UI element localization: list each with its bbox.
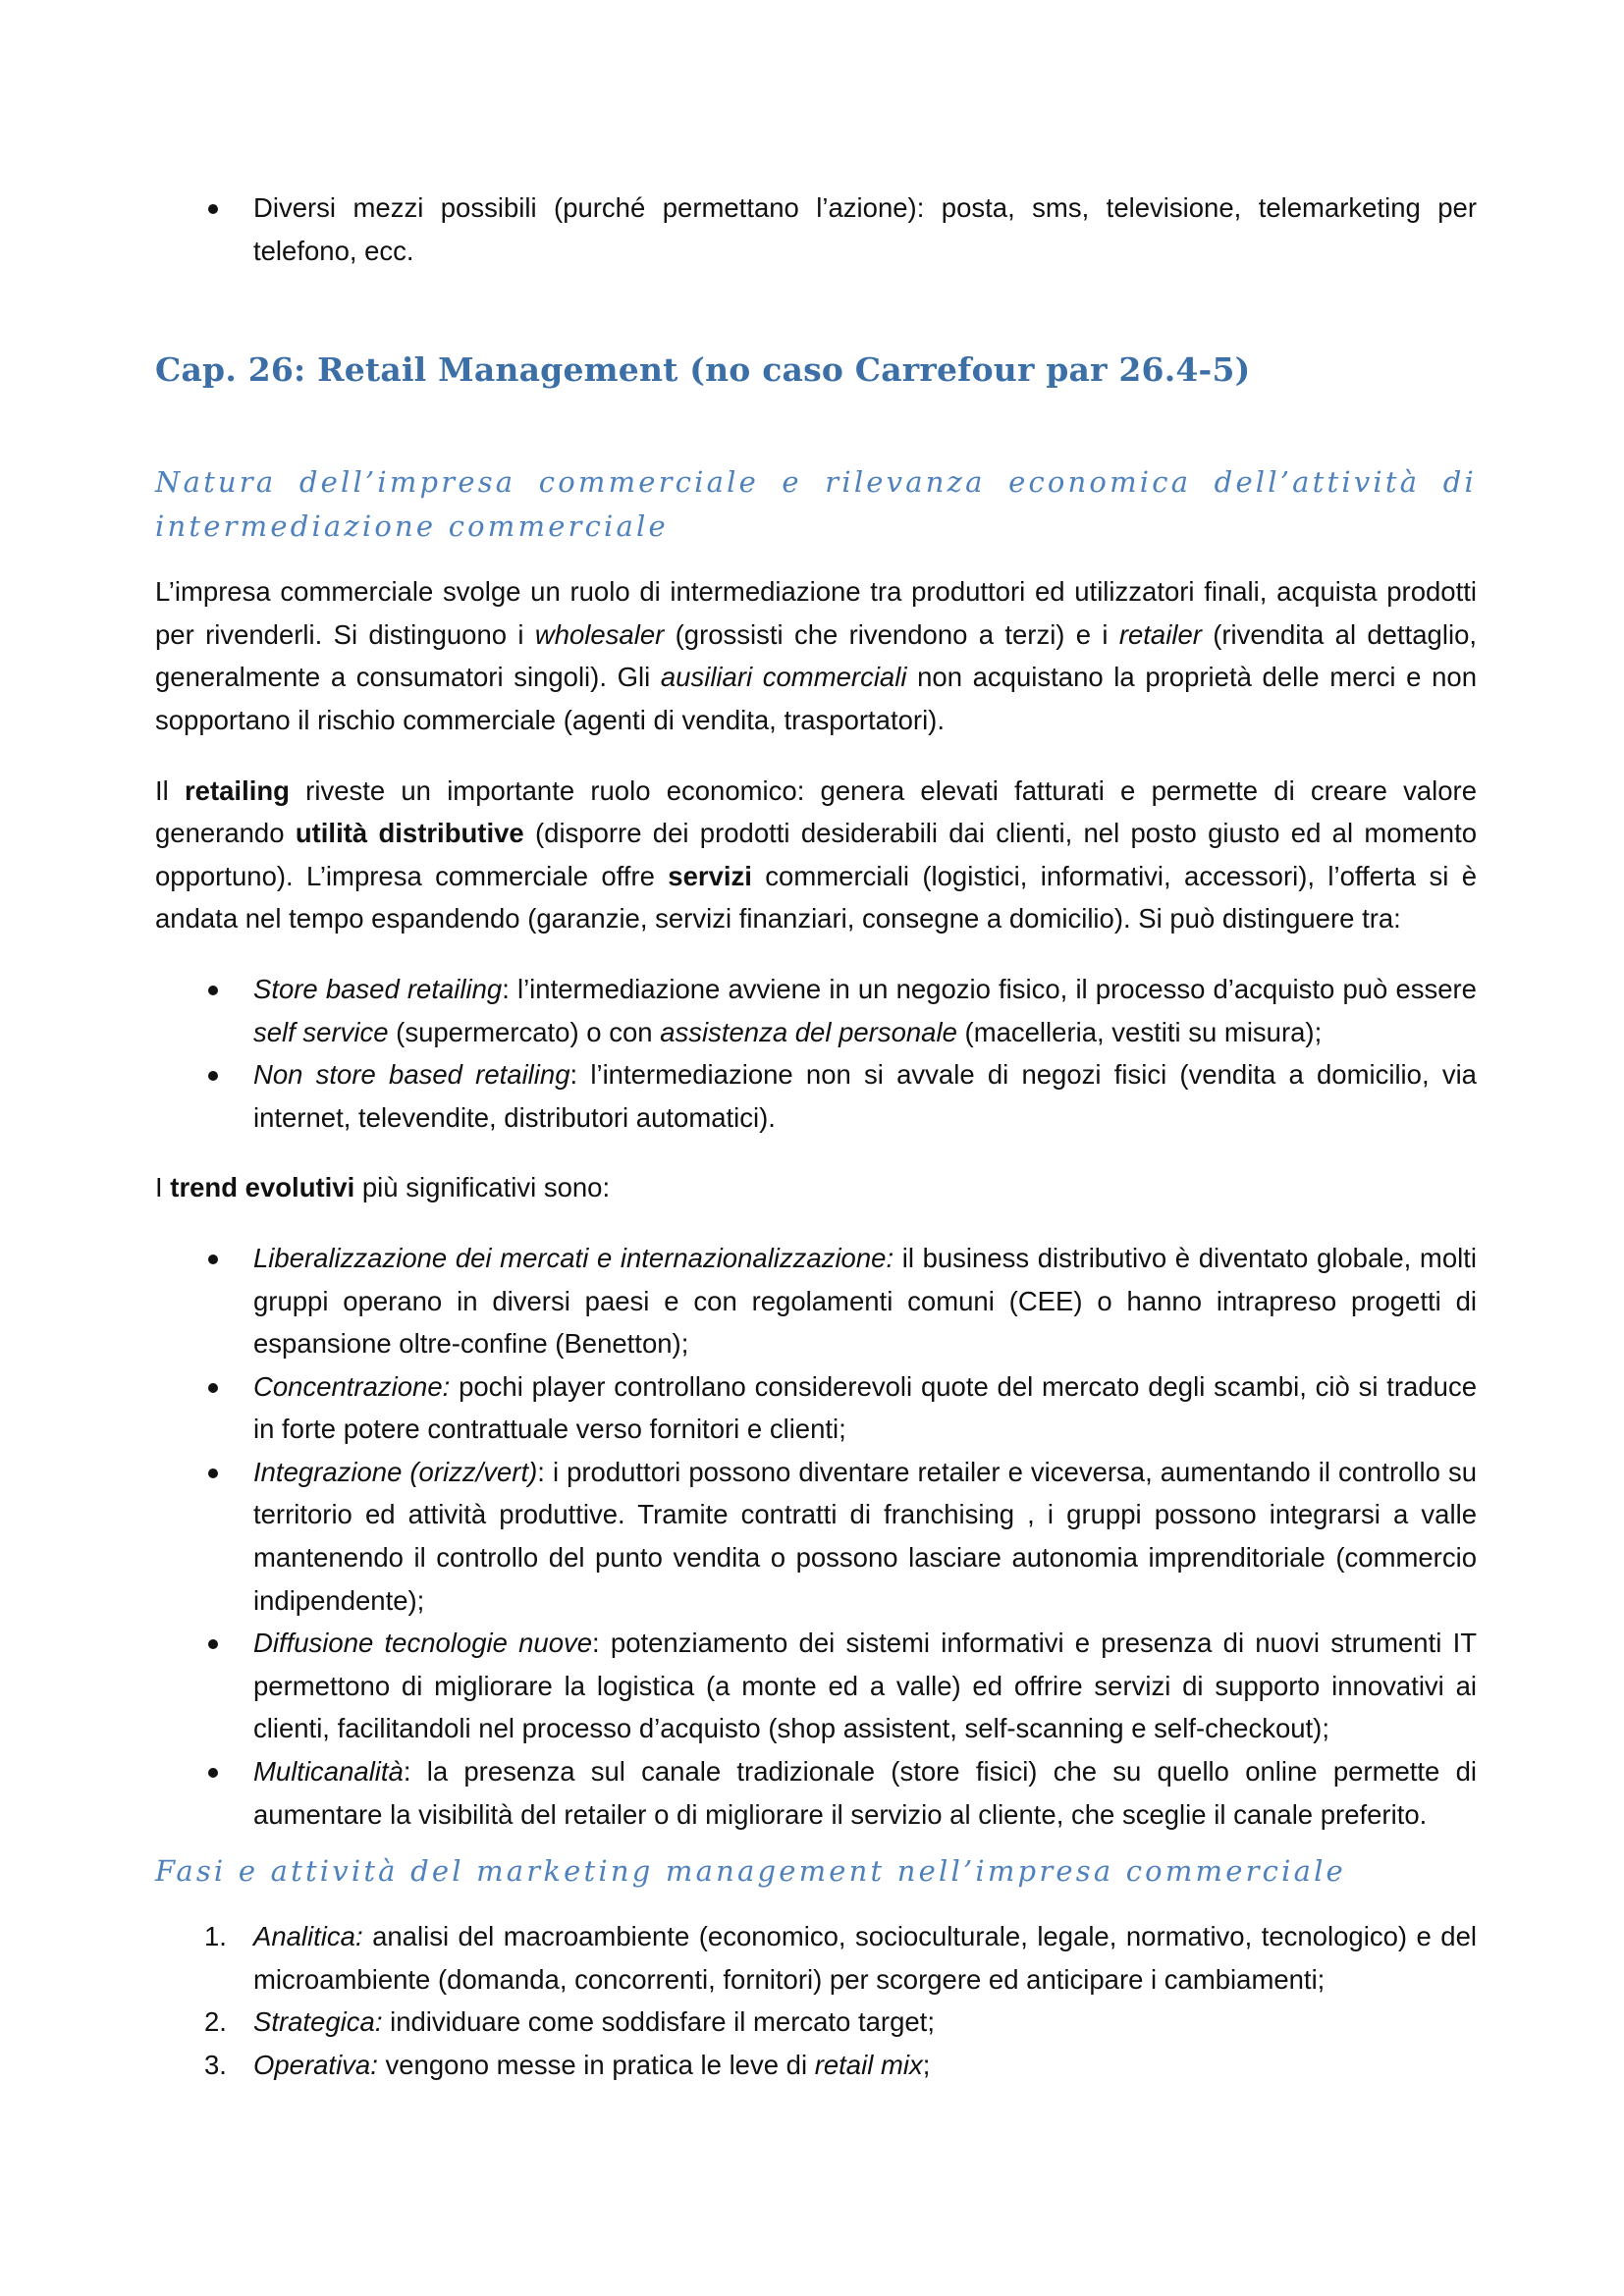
list-item — [155, 1915, 1477, 2001]
text-run: (grossisti che rivendono a terzi) e i — [664, 618, 1119, 650]
phase-text: vengono messe in pratica le leve di — [377, 2050, 815, 2080]
list-item — [155, 1237, 1477, 1365]
trend-text: il business distributivo è diventato globale, molti gruppi operano in diversi paesi e con regolamenti comuni (CEE) o hanno intrapreso progetti di espansione oltre-confine (Benetton); — [253, 1242, 1477, 1360]
document-page — [155, 187, 1477, 2087]
phase-term: Analitica: — [253, 1921, 363, 1952]
trend-term: Integrazione (orizz/vert) — [253, 1456, 538, 1487]
bullet-text: Diversi mezzi possibili (purché permettano l’azione): posta, sms, televisione, telemarketing per telefono, ecc. — [253, 192, 1477, 266]
paragraph-trend-intro — [155, 1166, 1477, 1209]
trend-term: Diffusione tecnologie nuove — [253, 1628, 593, 1659]
paragraph-impresa-commerciale — [155, 570, 1477, 741]
term-self-service: self service — [253, 1016, 389, 1047]
trend-text: : potenziamento dei sistemi informativi e presenza di nuovi strumenti IT permettono di migliorare la logistica (a monte ed a valle) ed offrire servizi di supporto innovativi ai clienti, facilitandoli nel processo d’acquisto (shop assistent, self-scanning e self-checkout); — [253, 1628, 1478, 1744]
section-title-line-1: Natura dell’impresa commerciale e rilevanza economica dell’attività di — [155, 465, 1477, 500]
term-store-based: Store based retailing — [253, 973, 503, 1004]
term-non-store-based: Non store based retailing — [253, 1059, 570, 1091]
section-title-natura — [155, 460, 1477, 549]
list-item — [155, 1365, 1477, 1451]
term-wholesaler: wholesaler — [534, 618, 665, 650]
list-item — [155, 1622, 1477, 1750]
term-retail-mix: retail mix — [814, 2050, 923, 2080]
phase-term: Operativa: — [253, 2050, 378, 2080]
text-run: non acquistano la proprietà delle merci e non sopportano il rischio commerciale (agenti di vendita, trasportatori). — [155, 662, 1477, 735]
term-utilita-distributive: utilità distributive — [295, 818, 524, 849]
text-run: : l’intermediazione non si avvale di negozi fisici (vendita a domicilio, via internet, televendite, distributori automatici). — [253, 1059, 1477, 1133]
list-number: 3. — [204, 2050, 227, 2080]
trend-term: Liberalizzazione dei mercati e internazionalizzazione: — [253, 1242, 894, 1273]
section-title-line-2: intermediazione commerciale — [155, 509, 669, 544]
trend-term: Concentrazione: — [253, 1370, 451, 1402]
text-run: Il — [155, 774, 185, 806]
text-run: (supermercato) o con — [388, 1016, 661, 1047]
trend-text: : i produttori possono diventare retailer e viceversa, aumentando il controllo su territorio ed attività produttive. Tramite contratti di franchising , i gruppi possono integrarsi a valle mantenendo il controllo del punto vendita o possono lasciare autonomia imprenditoriale (commercio indipendente); — [253, 1456, 1477, 1616]
list-item — [155, 968, 1477, 1053]
list-number: 1. — [204, 1921, 227, 1952]
term-servizi: servizi — [668, 860, 752, 891]
text-run: ; — [922, 2050, 931, 2080]
term-retailing: retailing — [184, 774, 290, 806]
text-run: (rivendita al dettaglio, generalmente a consumatori singoli). Gli — [155, 618, 1477, 693]
text-run: commerciali (logistici, informativi, accessori), l’offerta si è andata nel tempo espandendo (garanzie, servizi finanziari, consegne a domicilio). Si può distinguere tra: — [155, 860, 1477, 934]
chapter-title: Cap. 26: Retail Management (no caso Carrefour par 26.4-5) — [155, 350, 1251, 390]
list-item — [155, 1750, 1477, 1836]
term-assistenza: assistenza del personale — [660, 1016, 957, 1047]
list-item — [155, 1451, 1477, 1622]
list-item — [155, 2044, 1477, 2087]
list-item — [155, 2001, 1477, 2044]
phase-text: analisi del macroambiente (economico, socioculturale, legale, normativo, tecnologico) e del microambiente (domanda, concorrenti, fornitori) per scorgere ed anticipare i cambiamenti; — [253, 1921, 1477, 1995]
text-run: (macelleria, vestiti su misura); — [956, 1016, 1323, 1047]
phase-term: Strategica: — [253, 2006, 383, 2038]
retail-types-list — [155, 968, 1477, 1139]
text-run: L’impresa commerciale svolge un ruolo di intermediazione tra produttori ed utilizzatori finali, acquista prodotti per rivenderli. Si distinguono i — [155, 576, 1477, 650]
text-run: riveste un importante ruolo economico: genera elevati fatturati e permette di creare valore generando — [155, 774, 1477, 849]
trends-list — [155, 1237, 1477, 1836]
trend-term: Multicanalità — [253, 1756, 404, 1788]
trend-text: : la presenza sul canale tradizionale (store fisici) che su quello online permette di aumentare la visibilità del retailer o di migliorare il servizio al cliente, che sceglie il canale preferito. — [253, 1756, 1477, 1830]
trend-text: pochi player controllano considerevoli quote del mercato degli scambi, ciò si traduce in forte potere contrattuale verso fornitori e clienti; — [253, 1370, 1477, 1445]
list-item — [155, 1053, 1477, 1139]
term-retailer: retailer — [1118, 618, 1202, 650]
text-run: (disporre dei prodotti desiderabili dai clienti, nel posto giusto ed al momento opportuno). L’impresa commerciale offre — [155, 818, 1478, 891]
list-item — [155, 187, 1477, 272]
paragraph-retailing — [155, 770, 1477, 940]
term-ausiliari: ausiliari commerciali — [660, 662, 907, 693]
term-trend-evolutivi: trend evolutivi — [170, 1172, 355, 1203]
section-title-fasi: Fasi e attività del marketing management nell’impresa commerciale — [155, 1854, 1346, 1889]
text-run: I — [155, 1172, 171, 1203]
intro-bullet-list — [155, 187, 1477, 272]
phase-text: individuare come soddisfare il mercato target; — [382, 2006, 935, 2038]
list-number: 2. — [204, 2006, 227, 2038]
text-run: più significativi sono: — [354, 1172, 611, 1203]
text-run: : l’intermediazione avviene in un negozio fisico, il processo d’acquisto può essere — [502, 973, 1477, 1004]
phases-list — [155, 1915, 1477, 2086]
